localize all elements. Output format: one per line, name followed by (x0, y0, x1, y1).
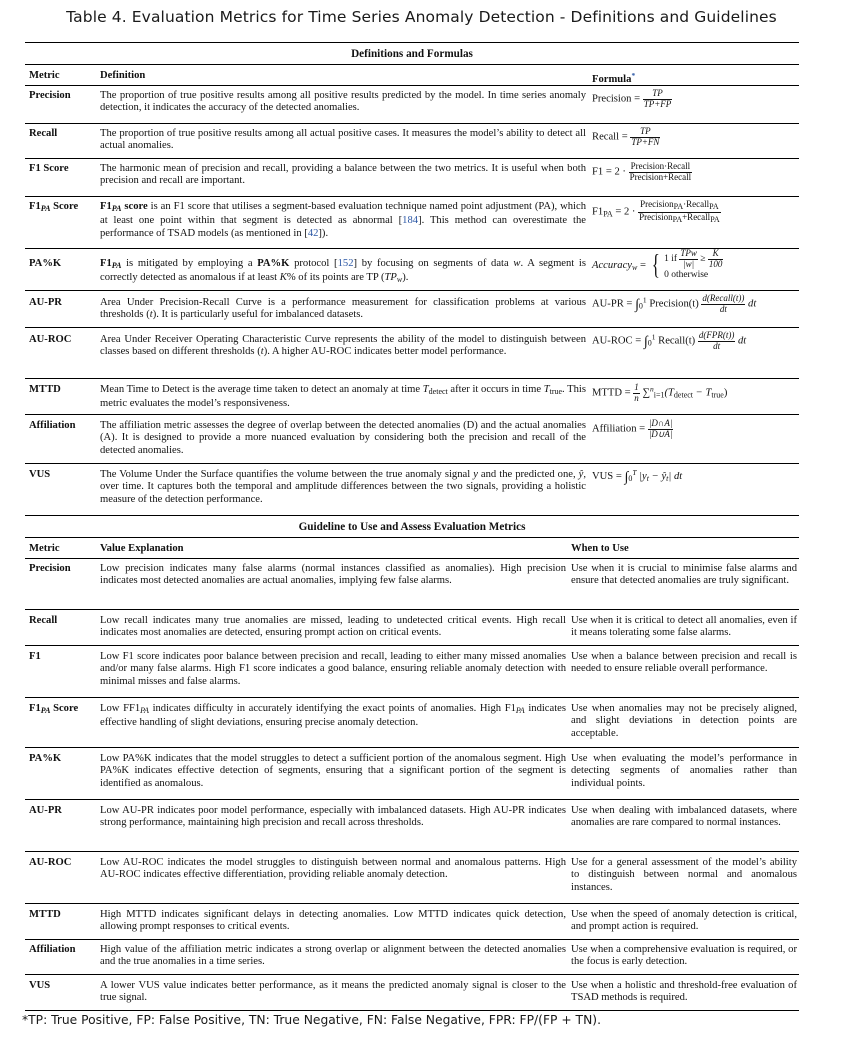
definition-text: The harmonic mean of precision and recall, providing a balance between the two metrics. It is useful when both precision and recall are important. (100, 163, 586, 187)
metric-name: AU-ROC (29, 857, 72, 868)
col-metric-header: Metric (29, 543, 60, 554)
definition-text: The proportion of true positive results among all actual positive cases. It measures the model’s ability to detect all actual anomalies. (100, 128, 586, 152)
metric-name: Recall (29, 128, 58, 139)
value-explanation: A lower VUS value indicates better performance, as it means the predicted anomaly signal is closer to the true signal. (100, 980, 566, 1004)
formula: Accuracy$_w$ = { 1 if $\frac{\text{TPw}}{|w|}$ ≥ $\frac{K}{100}$ 0 otherwise (592, 248, 723, 281)
when-to-use: Use when a balance between precision and recall is needed to ensure reliable overall performance. (571, 651, 797, 675)
when-to-use: Use for a general assessment of the model’s ability to distinguish between normal and anomalous instances. (571, 857, 797, 893)
formula: Affiliation = $\frac{|D\cap A|}{|D\cup A|}$ (592, 418, 673, 439)
citation-link[interactable]: 42 (307, 227, 319, 239)
value-explanation: Low PA%K indicates that the model struggles to detect a sufficient portion of the anomalous segment. High PA%K indicates effective detection of segments, ensuring that a significant portion of the segment is identified as anomalous. (100, 753, 566, 789)
section1-header-row (25, 42, 799, 63)
when-to-use: Use when anomalies may not be precisely aligned, and slight deviations in detection points are acceptable. (571, 703, 797, 739)
section2-column-headers (25, 537, 799, 557)
metric-name: VUS (29, 469, 51, 480)
value-explanation: Low F1 score indicates poor balance between precision and recall, leading to either many missed anomalies and/or many false alarms. High F1 score indicates a good balance, ensuring reliable anomaly detection with minimal misses and false alarms. (100, 651, 566, 687)
table-bottom-rule (25, 1010, 799, 1011)
value-explanation: Low precision indicates many false alarms (normal instances classified as anomalies). High precision indicates most detected anomalies are actual anomalies, implying few false alarms. (100, 563, 566, 587)
formula: $AU-PR = \int_0^1$ Precision(t) $\frac{\text{d(Recall(t))}}{dt}$ dt (592, 293, 757, 314)
definition-text: The affiliation metric assesses the degree of overlap between the detected anomalies (D) and the actual anomalies (A). It is designed to provide a more nuanced evaluation by considering both the precision and recall of the detected anomalies. (100, 420, 586, 456)
value-explanation: Low AU-ROC indicates the model struggles to distinguish between normal and anomalous patterns. High AU-ROC indicates effective differentiation, providing reliable anomaly detection. (100, 857, 566, 881)
value-explanation: High MTTD indicates significant delays in detecting anomalies. Low MTTD indicates quick detection, allowing prompt responses to critical events. (100, 909, 566, 933)
metric-name: F1 Score (29, 163, 69, 174)
when-to-use: Use when dealing with imbalanced datasets, where anomalies are rare compared to normal instances. (571, 805, 797, 829)
formula: $F1_{PA} = 2$ · $\frac{\text{PrecisionPA·RecallPA}}{\text{PrecisionPA+RecallPA}}$ (592, 199, 720, 224)
when-to-use: Use when evaluating the model’s performance in detecting segments of anomalies rather than individual points. (571, 753, 797, 789)
table-caption: Table 4. Evaluation Metrics for Time Series Anomaly Detection - Definitions and Guidelines (66, 8, 777, 26)
formula: MTTD = $\frac{1}{n}$ $\sum^n_{i=1}(T_{detect} - T_{true})$ (592, 382, 728, 403)
metric-name: PA%K (29, 258, 62, 269)
section2-title: Guideline to Use and Assess Evaluation Metrics (298, 521, 526, 533)
col-metric-header: Metric (29, 70, 60, 81)
col-definition-header: Definition (100, 70, 146, 81)
metric-name: Precision (29, 90, 71, 101)
metric-name: AU-ROC (29, 334, 72, 345)
metric-name: Affiliation (29, 944, 76, 955)
col-formula-header: Formula* (592, 71, 636, 85)
when-to-use: Use when it is critical to detect all anomalies, even if it means tolerating some false alarms. (571, 615, 797, 639)
formula: Recall = $\frac{TP}{TP+FN}$ (592, 126, 660, 147)
definition-text: Area Under Precision-Recall Curve is a performance measurement for classification problems at various thresholds (t). It is particularly useful for imbalanced datasets. (100, 297, 586, 321)
section2-header-row (25, 515, 799, 536)
formula: Precision = $\frac{TP}{TP+FP}$ (592, 88, 672, 109)
section1-title: Definitions and Formulas (351, 48, 473, 60)
citation-link[interactable]: 184 (402, 215, 419, 227)
value-explanation: Low recall indicates many true anomalies are missed, leading to undetected critical events. High recall indicates most anomalies are detected, ensuring prompt action on critical events. (100, 615, 566, 639)
metric-name: VUS (29, 980, 51, 991)
when-to-use: Use when the speed of anomaly detection is critical, and prompt action is required. (571, 909, 797, 933)
col-value-explanation-header: Value Explanation (100, 543, 184, 554)
metric-name: $F1_{PA}$ Score (29, 703, 79, 715)
metrics-table (25, 42, 799, 1010)
metric-name: Recall (29, 615, 58, 626)
definition-text: Mean Time to Detect is the average time taken to detect an anomaly at time $T_{detect}$ after it occurs in time $T_{true}$. This metric evaluates the model’s responsiveness. (100, 384, 586, 410)
table-footnote: *TP: True Positive, FP: False Positive, TN: True Negative, FN: False Negative, FPR: FP/(FP + TN). (22, 1013, 601, 1027)
metric-name: AU-PR (29, 805, 62, 816)
value-explanation: Low AU-PR indicates poor model performance, especially with imbalanced datasets. High AU-PR indicates strong performance, maintaining high precision and recall across thresholds. (100, 805, 566, 829)
metric-name: Precision (29, 563, 71, 574)
formula: F1 = 2 · $\frac{\text{Precision·Recall}}{\text{Precision+Recall}}$ (592, 161, 692, 182)
metric-name: PA%K (29, 753, 62, 764)
value-explanation: High value of the affiliation metric indicates a strong overlap or alignment between the detected anomalies and the true anomalies in a time series. (100, 944, 566, 968)
metric-name: F1 (29, 651, 41, 662)
when-to-use: Use when a holistic and threshold-free evaluation of TSAD methods is required. (571, 980, 797, 1004)
metric-name: $F1_{PA}$ Score (29, 201, 79, 213)
definition-text: $F1_{PA}$ is mitigated by employing a PA%K protocol [152] by focusing on segments of data w. A segment is correctly detected as anomalous if at least K% of its points are TP $(TP_w)$. (100, 258, 587, 285)
definition-text: The Volume Under the Surface quantifies the volume between the true anomaly signal y and the predicted one, ŷ, over time. It captures both the temporal and amplitude differences between the two signals, providing a holistic measure of the detection performance. (100, 469, 586, 505)
value-explanation: Low $FF1_{PA}$ indicates difficulty in accurately identifying the exact points of anomalies. High $F1_{PA}$ indicates effective handling of slight deviations, ensuring precise anomaly detection. (100, 703, 566, 729)
when-to-use: Use when a comprehensive evaluation is required, or the focus is early detection. (571, 944, 797, 968)
metric-name: AU-PR (29, 297, 62, 308)
formula: $AU-ROC = \int_0^1$ Recall(t) $\frac{\text{d(FPR(t))}}{dt}$ dt (592, 330, 747, 351)
col-when-to-use-header: When to Use (571, 543, 629, 554)
metric-name: Affiliation (29, 420, 76, 431)
definition-text: $F1_{PA}$ score is an F1 score that utilises a segment-based evaluation technique named point adjustment (PA), which at least one point within that segment is detected as abnormal [184]. This method can overestimate the performance of TSAD models (as mentioned in [42]). (100, 201, 586, 239)
metric-name: MTTD (29, 384, 61, 395)
formula: VUS = $\int_0^T$ $|y_t$ − $ŷ_t|$ dt (592, 468, 683, 485)
when-to-use: Use when it is crucial to minimise false alarms and ensure that detected anomalies are truly significant. (571, 563, 797, 587)
metric-name: MTTD (29, 909, 61, 920)
citation-link[interactable]: 152 (337, 258, 354, 269)
section1-column-headers (25, 64, 799, 84)
definition-text: Area Under Receiver Operating Characteristic Curve represents the ability of the model to distinguish between classes based on different thresholds (t). A higher AU-ROC indicates better model performance. (100, 334, 586, 358)
definition-text: The proportion of true positive results among all positive results predicted by the model. In time series anomaly detection, it indicates the accuracy of the detected anomalies. (100, 90, 586, 114)
